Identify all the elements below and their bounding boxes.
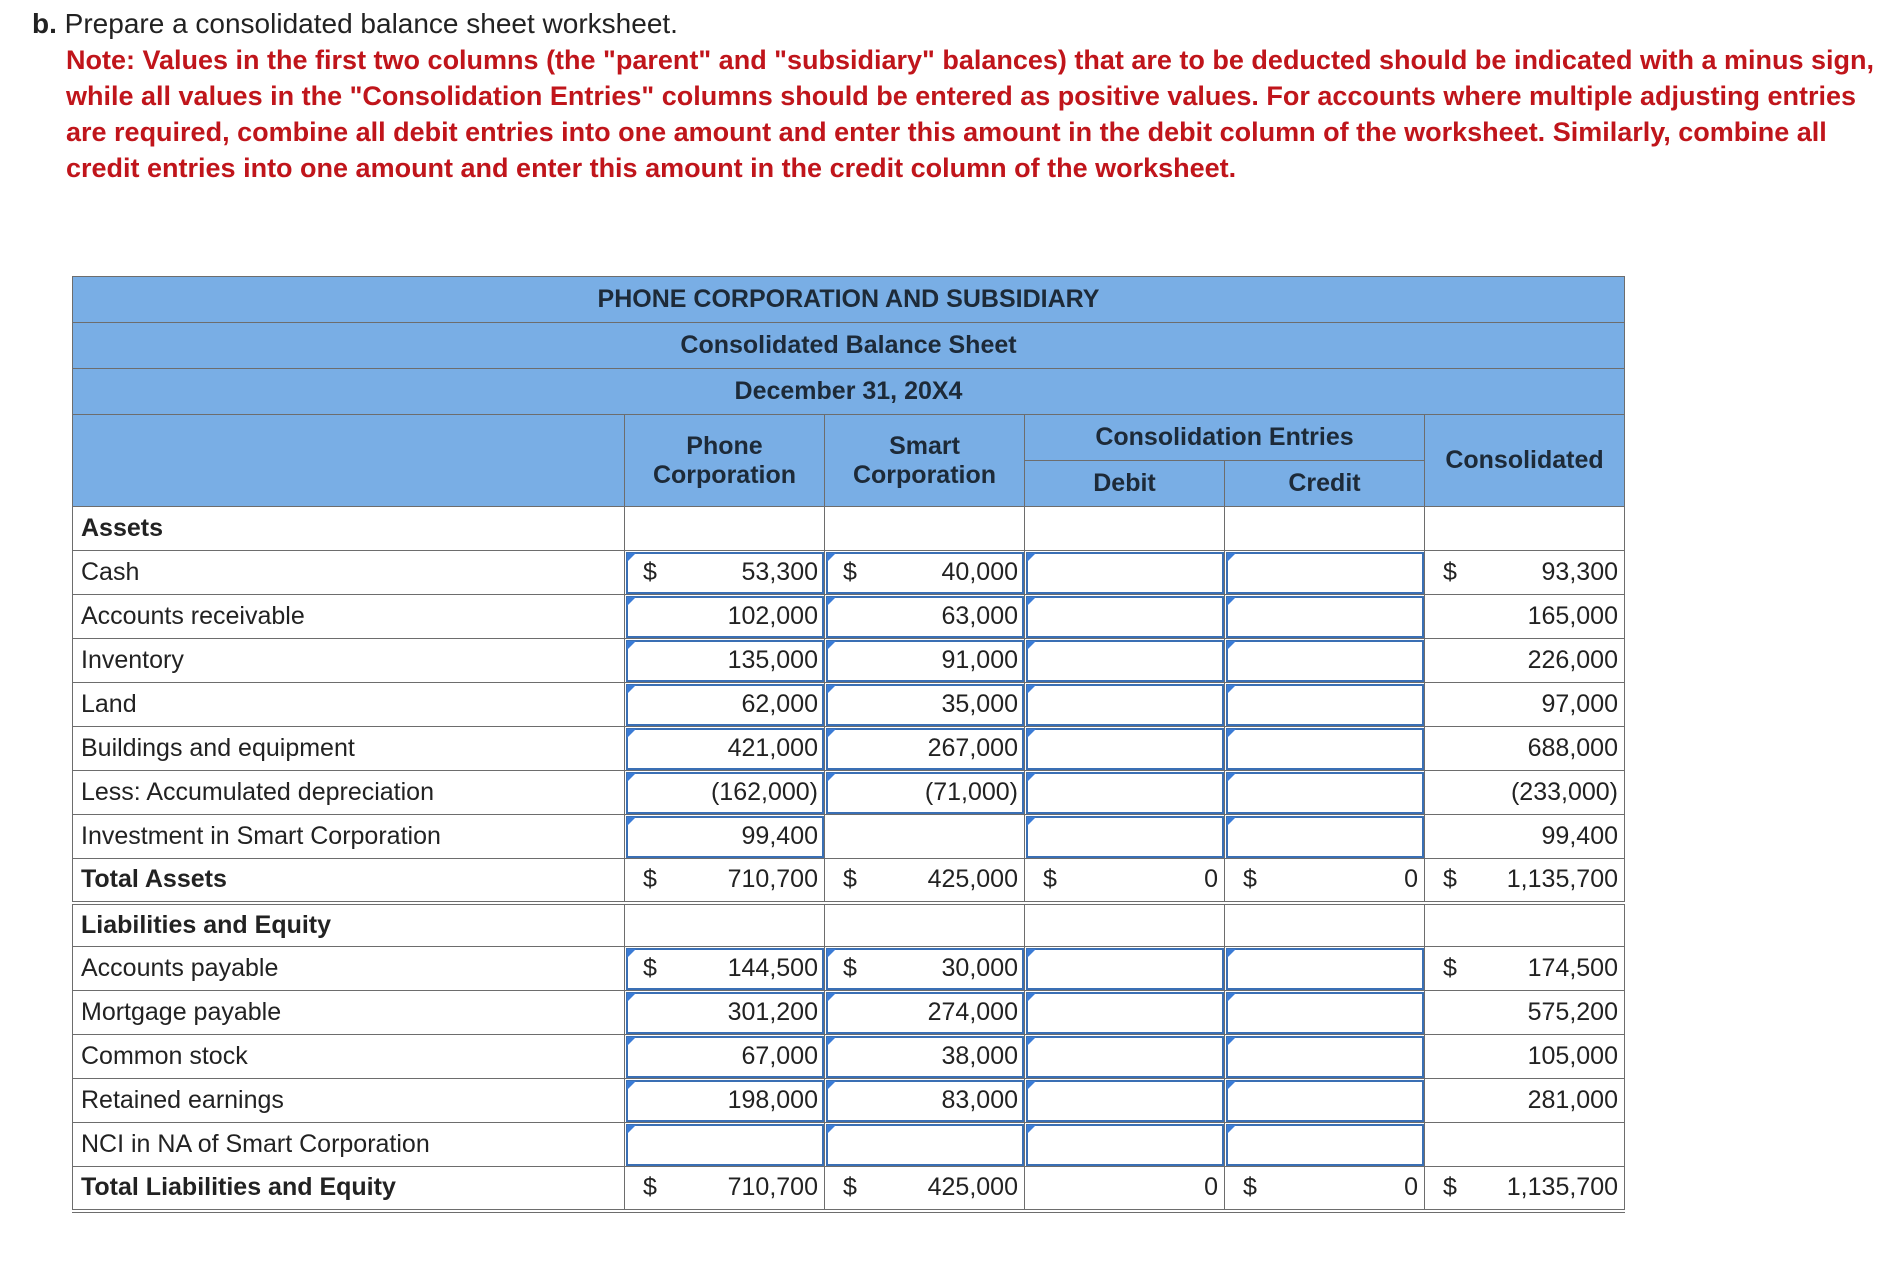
table-row: NCI in NA of Smart Corporation — [73, 1123, 1625, 1167]
smart-cell-input[interactable]: $ 30,000 — [825, 947, 1025, 991]
phone-cell-input[interactable]: $ 144,500 — [625, 947, 825, 991]
worksheet-subtitle: Consolidated Balance Sheet — [73, 323, 1625, 369]
total-assets-row: Total Assets $ 710,700 $ 425,000 $ 0 $ 0 $ 1,135,700 — [73, 859, 1625, 903]
debit-input[interactable] — [1025, 947, 1225, 991]
col-header-consolidated: Consolidated — [1425, 415, 1625, 507]
phone-cell-input[interactable]: 67,000 — [625, 1035, 825, 1079]
smart-cell-empty — [825, 815, 1025, 859]
worksheet-title: PHONE CORPORATION AND SUBSIDIARY — [73, 277, 1625, 323]
table-row: Accounts payable $ 144,500 $ 30,000 $ 174,500 — [73, 947, 1625, 991]
phone-cell-input[interactable]: 99,400 — [625, 815, 825, 859]
debit-input[interactable] — [1025, 815, 1225, 859]
consolidated-cell: 165,000 — [1425, 595, 1625, 639]
credit-input[interactable] — [1225, 1079, 1425, 1123]
consolidated-cell: 99,400 — [1425, 815, 1625, 859]
total-liabilities-row: Total Liabilities and Equity $ 710,700 $ 425,000 0 $ 0 $ 1,135,700 — [73, 1167, 1625, 1211]
smart-cell-input[interactable]: 35,000 — [825, 683, 1025, 727]
smart-cell-input[interactable]: 38,000 — [825, 1035, 1025, 1079]
debit-input[interactable] — [1025, 991, 1225, 1035]
col-header-entries: Consolidation Entries — [1025, 415, 1425, 461]
question-letter: b. — [32, 8, 57, 39]
credit-input[interactable] — [1225, 947, 1425, 991]
consolidated-cell: 575,200 — [1425, 991, 1625, 1035]
consolidated-cell — [1425, 1123, 1625, 1167]
smart-cell-input[interactable]: 91,000 — [825, 639, 1025, 683]
debit-input[interactable] — [1025, 1123, 1225, 1167]
col-header-smart: Smart Corporation — [825, 415, 1025, 507]
debit-input[interactable] — [1025, 551, 1225, 595]
section-liabilities: Liabilities and Equity — [73, 903, 625, 947]
consolidated-cell: 688,000 — [1425, 727, 1625, 771]
debit-input[interactable] — [1025, 683, 1225, 727]
table-row: Common stock 67,000 38,000 105,000 — [73, 1035, 1625, 1079]
smart-cell-input[interactable]: 274,000 — [825, 991, 1025, 1035]
phone-cell-input[interactable]: 301,200 — [625, 991, 825, 1035]
credit-input[interactable] — [1225, 991, 1425, 1035]
table-row: Buildings and equipment 421,000 267,000 688,000 — [73, 727, 1625, 771]
phone-cell-input[interactable]: 421,000 — [625, 727, 825, 771]
smart-cell-input[interactable]: (71,000) — [825, 771, 1025, 815]
debit-input[interactable] — [1025, 771, 1225, 815]
consolidated-cell: (233,000) — [1425, 771, 1625, 815]
consolidated-cell: 105,000 — [1425, 1035, 1625, 1079]
debit-input[interactable] — [1025, 1035, 1225, 1079]
col-header-phone: Phone Corporation — [625, 415, 825, 507]
table-row: Accounts receivable 102,000 63,000 165,000 — [73, 595, 1625, 639]
consolidated-cell: $ 93,300 — [1425, 551, 1625, 595]
table-row: Retained earnings 198,000 83,000 281,000 — [73, 1079, 1625, 1123]
phone-cell-input[interactable]: 135,000 — [625, 639, 825, 683]
credit-input[interactable] — [1225, 1123, 1425, 1167]
table-row: Inventory 135,000 91,000 226,000 — [73, 639, 1625, 683]
col-header-debit: Debit — [1025, 461, 1225, 507]
credit-input[interactable] — [1225, 595, 1425, 639]
debit-input[interactable] — [1025, 1079, 1225, 1123]
smart-cell-input[interactable]: 83,000 — [825, 1079, 1025, 1123]
consolidation-worksheet — [72, 276, 1625, 1213]
debit-input[interactable] — [1025, 595, 1225, 639]
smart-cell-input[interactable]: 267,000 — [825, 727, 1025, 771]
section-assets: Assets — [73, 507, 625, 551]
credit-input[interactable] — [1225, 815, 1425, 859]
phone-cell-input[interactable]: 198,000 — [625, 1079, 825, 1123]
consolidated-cell: 226,000 — [1425, 639, 1625, 683]
phone-cell-input[interactable]: $ 53,300 — [625, 551, 825, 595]
table-row: Less: Accumulated depreciation (162,000) (71,000) (233,000) — [73, 771, 1625, 815]
question-text: Prepare a consolidated balance sheet worksheet. — [64, 8, 678, 39]
smart-cell-input[interactable]: $ 40,000 — [825, 551, 1025, 595]
smart-cell-input[interactable]: 63,000 — [825, 595, 1025, 639]
smart-cell-input[interactable] — [825, 1123, 1025, 1167]
question-heading — [32, 6, 678, 42]
credit-input[interactable] — [1225, 639, 1425, 683]
col-header-credit: Credit — [1225, 461, 1425, 507]
phone-cell-input[interactable] — [625, 1123, 825, 1167]
table-row: Mortgage payable 301,200 274,000 575,200 — [73, 991, 1625, 1035]
header-blank — [73, 415, 625, 507]
debit-input[interactable] — [1025, 639, 1225, 683]
consolidated-cell: 97,000 — [1425, 683, 1625, 727]
credit-input[interactable] — [1225, 771, 1425, 815]
credit-input[interactable] — [1225, 551, 1425, 595]
worksheet-date: December 31, 20X4 — [73, 369, 1625, 415]
table-row: Investment in Smart Corporation 99,400 99,400 — [73, 815, 1625, 859]
instruction-note: Note: Values in the first two columns (the "parent" and "subsidiary" balances) that are to be deducted should be indicated with a minus sign, while all values in the "Consolidation Entries" columns should be entered as positive values. For accounts where multiple adjusting entries are required, combine all debit entries into one amount and enter this amount in the debit column of the worksheet. Similarly, combine all credit entries into one amount and enter this amount in the credit column of the worksheet. — [66, 45, 1874, 183]
debit-input[interactable] — [1025, 727, 1225, 771]
phone-cell-input[interactable]: 62,000 — [625, 683, 825, 727]
credit-input[interactable] — [1225, 727, 1425, 771]
consolidated-cell: 281,000 — [1425, 1079, 1625, 1123]
phone-cell-input[interactable]: (162,000) — [625, 771, 825, 815]
consolidated-cell: $ 174,500 — [1425, 947, 1625, 991]
credit-input[interactable] — [1225, 683, 1425, 727]
table-row: Land 62,000 35,000 97,000 — [73, 683, 1625, 727]
credit-input[interactable] — [1225, 1035, 1425, 1079]
table-row: Cash $ 53,300 $ 40,000 $ 93,300 — [73, 551, 1625, 595]
phone-cell-input[interactable]: 102,000 — [625, 595, 825, 639]
